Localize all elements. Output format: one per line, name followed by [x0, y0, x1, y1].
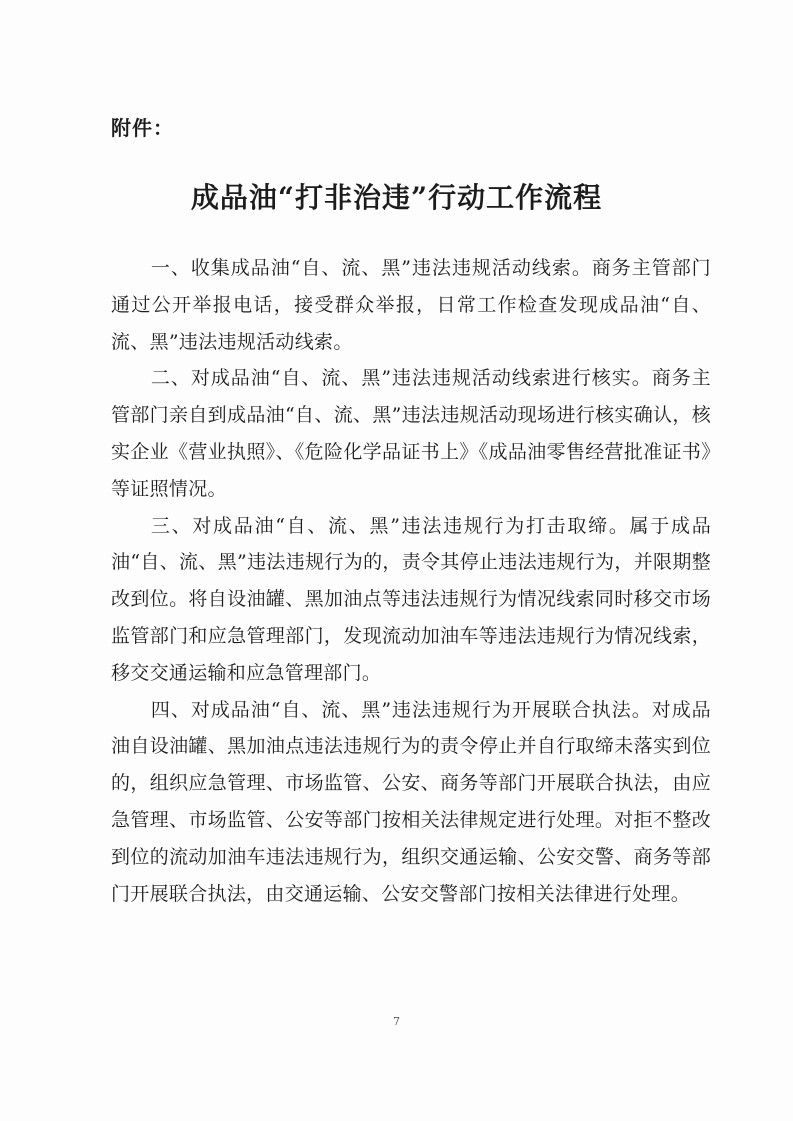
document-body	[111, 250, 711, 912]
page-number: 7	[393, 1015, 400, 1028]
paragraph-2: 二、对成品油“自、流、黑”违法违规活动线索进行核实。商务主管部门亲自到成品油“自、流、黑”违法违规活动现场进行核实确认，核实企业《营业执照》、《危险化学品证书上》《成品油零售经营批准证书》等证照情况。	[111, 367, 711, 500]
paragraph-4: 四、对成品油“自、流、黑”违法违规行为开展联合执法。对成品油自设油罐、黑加油点违法违规行为的责令停止并自行取缔未落实到位的，组织应急管理、市场监管、公安、商务等部门开展联合执法，由应急管理、市场监管、公安等部门按相关法律规定进行处理。对拒不整改到位的流动加油车违法违规行为，组织交通运输、公安交警、商务等部门开展联合执法，由交通运输、公安交警部门按相关法律进行处理。	[111, 698, 711, 905]
attachment-label: 附件：	[111, 116, 174, 140]
paragraph-1: 一、收集成品油“自、流、黑”违法违规活动线索。商务主管部门通过公开举报电话，接受群众举报，日常工作检查发现成品油“自、流、黑”违法违规活动线索。	[111, 257, 711, 353]
document-title: 成品油“打非治违”行动工作流程	[190, 181, 603, 214]
paragraph-3: 三、对成品油“自、流、黑”违法违规行为打击取缔。属于成品油“自、流、黑”违法违规行为的，责令其停止违法违规行为，并限期整改到位。将自设油罐、黑加油点等违法违规行为情况线索同时移交市场监管部门和应急管理部门，发现流动加油车等违法违规行为情况线索，移交交通运输和应急管理部门。	[111, 514, 711, 684]
